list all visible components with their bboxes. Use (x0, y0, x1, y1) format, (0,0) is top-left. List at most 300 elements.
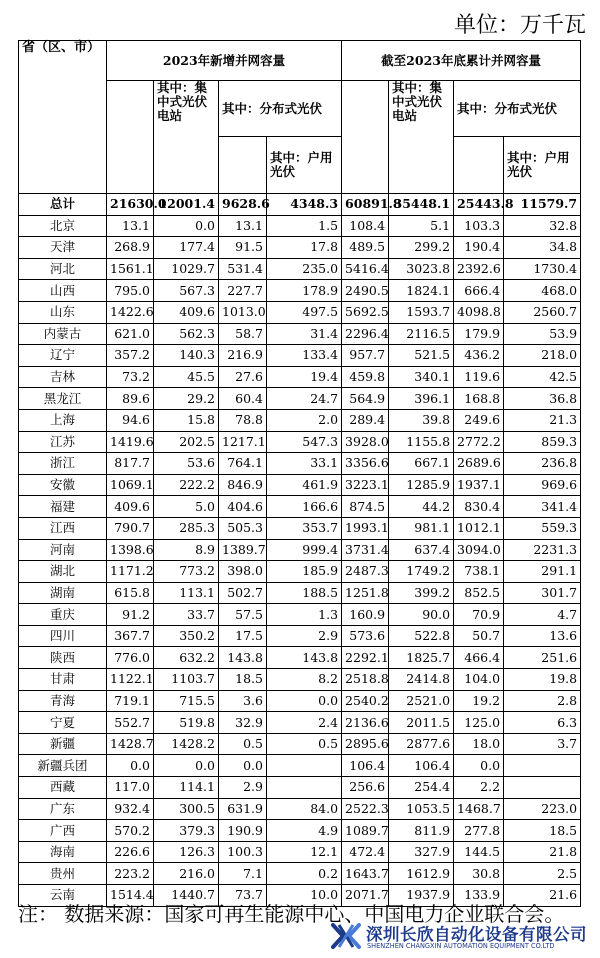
row-name: 浙江 (19, 453, 107, 475)
cell-cum-household: 21.6 (504, 885, 581, 907)
cell-cum-household: 341.4 (504, 496, 581, 518)
cell-cum-total: 489.5 (342, 237, 389, 259)
company-name-en: SHENZHEN CHANGXIN AUTOMATION EQUIPMENT CO.LTD (367, 942, 555, 950)
header-blank (219, 137, 267, 194)
cell-new-distributed: 57.5 (219, 604, 267, 626)
row-name: 四川 (19, 625, 107, 647)
cell-new-centralized: 140.3 (154, 345, 219, 367)
row-name: 北京 (19, 215, 107, 237)
cell-new-distributed: 58.7 (219, 323, 267, 345)
cell-new-distributed: 143.8 (219, 647, 267, 669)
cell-cum-total: 289.4 (342, 409, 389, 431)
cell-cum-distributed: 103.3 (454, 215, 504, 237)
cell-new-household: 185.9 (267, 561, 342, 583)
table-row (19, 453, 581, 475)
cell-cum-distributed: 125.0 (454, 712, 504, 734)
cell-cum-distributed: 19.2 (454, 690, 504, 712)
cell-new-distributed: 505.3 (219, 517, 267, 539)
cell-new-centralized: 1029.7 (154, 258, 219, 280)
cell-new-total: 1514.4 (107, 885, 154, 907)
cell-new-total: 570.2 (107, 820, 154, 842)
cell-cum-household: 13.6 (504, 625, 581, 647)
cell-cum-total: 2895.6 (342, 733, 389, 755)
cell-new-distributed: 404.6 (219, 496, 267, 518)
cell-cum-centralized: 1285.9 (389, 474, 454, 496)
table-row (19, 431, 581, 453)
cell-new-centralized: 45.5 (154, 366, 219, 388)
cell-new-household: 33.1 (267, 453, 342, 475)
cell-new-centralized: 222.2 (154, 474, 219, 496)
cell-new-household: 17.8 (267, 237, 342, 259)
cell-cum-total: 1993.1 (342, 517, 389, 539)
cell-cum-total: 108.4 (342, 215, 389, 237)
row-name: 江苏 (19, 431, 107, 453)
cell-new-distributed: 631.9 (219, 798, 267, 820)
cell-new-centralized: 15.8 (154, 409, 219, 431)
cell-cum-distributed: 2772.2 (454, 431, 504, 453)
table-row (19, 820, 581, 842)
capacity-table (18, 40, 581, 907)
cell-new-total: 1069.1 (107, 474, 154, 496)
row-name: 福建 (19, 496, 107, 518)
cell-new-distributed: 0.0 (219, 755, 267, 777)
cell-cum-total: 3223.1 (342, 474, 389, 496)
cell-cum-distributed: 249.6 (454, 409, 504, 431)
cell-cum-centralized: 522.8 (389, 625, 454, 647)
cell-cum-centralized: 981.1 (389, 517, 454, 539)
row-name: 辽宁 (19, 345, 107, 367)
cell-cum-distributed: 30.8 (454, 863, 504, 885)
cell-new-total: 817.7 (107, 453, 154, 475)
cell-new-household: 10.0 (267, 885, 342, 907)
cell-new-centralized: 202.5 (154, 431, 219, 453)
row-name: 总计 (19, 194, 107, 216)
table-row (19, 841, 581, 863)
cell-new-total: 1122.1 (107, 669, 154, 691)
cell-cum-household: 559.3 (504, 517, 581, 539)
cell-cum-distributed: 144.5 (454, 841, 504, 863)
cell-cum-household: 2.5 (504, 863, 581, 885)
cell-new-household: 1.5 (267, 215, 342, 237)
table-row (19, 582, 581, 604)
cell-new-total: 91.2 (107, 604, 154, 626)
cell-cum-household: 969.6 (504, 474, 581, 496)
cell-cum-total: 472.4 (342, 841, 389, 863)
table-row (19, 690, 581, 712)
cell-cum-distributed: 2392.6 (454, 258, 504, 280)
cell-new-total: 94.6 (107, 409, 154, 431)
cell-new-total: 117.0 (107, 777, 154, 799)
cell-cum-total: 3356.6 (342, 453, 389, 475)
cell-new-total: 719.1 (107, 690, 154, 712)
cell-new-distributed: 7.1 (219, 863, 267, 885)
cell-new-household: 1.3 (267, 604, 342, 626)
table-row (19, 539, 581, 561)
cell-new-total: 1561.1 (107, 258, 154, 280)
cell-new-household: 2.9 (267, 625, 342, 647)
table-row (19, 409, 581, 431)
cell-cum-distributed: 119.6 (454, 366, 504, 388)
cell-cum-household: 18.5 (504, 820, 581, 842)
table-row (19, 366, 581, 388)
cell-new-centralized: 519.8 (154, 712, 219, 734)
table-row (19, 669, 581, 691)
cell-new-household: 547.3 (267, 431, 342, 453)
row-name: 江西 (19, 517, 107, 539)
cell-new-total: 1398.6 (107, 539, 154, 561)
cell-cum-distributed: 1468.7 (454, 798, 504, 820)
cell-new-household: 2.0 (267, 409, 342, 431)
row-name: 甘肃 (19, 669, 107, 691)
table-row (19, 712, 581, 734)
cell-new-distributed: 9628.6 (219, 194, 267, 216)
cell-cum-centralized: 637.4 (389, 539, 454, 561)
cell-cum-total: 2522.3 (342, 798, 389, 820)
cell-cum-distributed: 830.4 (454, 496, 504, 518)
row-name: 湖南 (19, 582, 107, 604)
cell-new-distributed: 13.1 (219, 215, 267, 237)
cell-cum-distributed: 70.9 (454, 604, 504, 626)
table-row (19, 474, 581, 496)
cell-cum-distributed: 2689.6 (454, 453, 504, 475)
row-name: 山东 (19, 301, 107, 323)
cell-cum-total: 564.9 (342, 388, 389, 410)
row-name: 安徽 (19, 474, 107, 496)
cell-cum-distributed: 4098.8 (454, 301, 504, 323)
cell-new-centralized: 715.5 (154, 690, 219, 712)
row-name: 新疆 (19, 733, 107, 755)
cell-new-total: 1428.7 (107, 733, 154, 755)
cell-cum-centralized: 1825.7 (389, 647, 454, 669)
cell-cum-total: 1643.7 (342, 863, 389, 885)
header-household-cum: 其中：户用光伏 (504, 137, 581, 194)
cell-cum-household: 1730.4 (504, 258, 581, 280)
table-row (19, 237, 581, 259)
row-name: 山西 (19, 280, 107, 302)
table-row (19, 215, 581, 237)
company-logo (330, 918, 598, 956)
cell-cum-total: 3928.0 (342, 431, 389, 453)
row-name: 新疆兵团 (19, 755, 107, 777)
row-name: 广东 (19, 798, 107, 820)
table-row (19, 258, 581, 280)
cell-new-household: 188.5 (267, 582, 342, 604)
cell-cum-centralized: 1749.2 (389, 561, 454, 583)
cell-new-total: 21630.0 (107, 194, 154, 216)
cell-cum-household: 251.6 (504, 647, 581, 669)
cell-new-centralized: 114.1 (154, 777, 219, 799)
cell-cum-centralized: 2414.8 (389, 669, 454, 691)
cell-cum-centralized: 340.1 (389, 366, 454, 388)
cell-new-household: 0.5 (267, 733, 342, 755)
cell-new-centralized: 379.3 (154, 820, 219, 842)
cell-new-centralized: 12001.4 (154, 194, 219, 216)
cell-new-distributed: 1217.1 (219, 431, 267, 453)
table-row (19, 561, 581, 583)
table-row (19, 798, 581, 820)
cell-new-distributed: 190.9 (219, 820, 267, 842)
cell-cum-household: 21.8 (504, 841, 581, 863)
cell-cum-centralized: 1155.8 (389, 431, 454, 453)
cell-cum-total: 459.8 (342, 366, 389, 388)
row-name: 青海 (19, 690, 107, 712)
cell-new-centralized: 567.3 (154, 280, 219, 302)
cell-cum-total: 1089.7 (342, 820, 389, 842)
cell-cum-distributed: 18.0 (454, 733, 504, 755)
row-name: 重庆 (19, 604, 107, 626)
cell-cum-household: 2231.3 (504, 539, 581, 561)
cell-cum-distributed: 1012.1 (454, 517, 504, 539)
cell-new-distributed: 502.7 (219, 582, 267, 604)
row-name: 天津 (19, 237, 107, 259)
cell-new-total: 552.7 (107, 712, 154, 734)
cell-new-centralized: 632.2 (154, 647, 219, 669)
cell-cum-total: 957.7 (342, 345, 389, 367)
cell-new-household: 178.9 (267, 280, 342, 302)
cell-cum-distributed: 190.4 (454, 237, 504, 259)
cell-new-centralized: 177.4 (154, 237, 219, 259)
cell-new-total: 1422.6 (107, 301, 154, 323)
table-row (19, 777, 581, 799)
company-name-cn: 深圳长欣自动化设备有限公司 (366, 925, 587, 944)
cell-new-centralized: 29.2 (154, 388, 219, 410)
cell-cum-total: 60891.8 (342, 194, 389, 216)
cell-cum-centralized: 1593.7 (389, 301, 454, 323)
cell-new-household: 4.9 (267, 820, 342, 842)
cell-new-household: 12.1 (267, 841, 342, 863)
cell-new-household: 166.6 (267, 496, 342, 518)
cell-new-distributed: 3.6 (219, 690, 267, 712)
cell-cum-household: 32.8 (504, 215, 581, 237)
cell-cum-household: 6.3 (504, 712, 581, 734)
cell-cum-distributed: 104.0 (454, 669, 504, 691)
header-group-2023: 2023年新增并网容量 (107, 41, 342, 81)
cell-cum-centralized: 667.1 (389, 453, 454, 475)
row-name: 湖北 (19, 561, 107, 583)
cell-cum-centralized: 1053.5 (389, 798, 454, 820)
cell-new-total: 1171.2 (107, 561, 154, 583)
cell-cum-household: 218.0 (504, 345, 581, 367)
cell-cum-household: 291.1 (504, 561, 581, 583)
cell-new-distributed: 60.4 (219, 388, 267, 410)
cell-new-household: 497.5 (267, 301, 342, 323)
cell-cum-centralized: 39.8 (389, 409, 454, 431)
cell-new-total: 1419.6 (107, 431, 154, 453)
row-name: 西藏 (19, 777, 107, 799)
row-name: 贵州 (19, 863, 107, 885)
table-row (19, 863, 581, 885)
cell-new-centralized: 1103.7 (154, 669, 219, 691)
table-row (19, 517, 581, 539)
cell-cum-household: 859.3 (504, 431, 581, 453)
table-row (19, 345, 581, 367)
cell-new-distributed: 0.5 (219, 733, 267, 755)
cell-cum-distributed: 133.9 (454, 885, 504, 907)
cell-cum-total: 2487.3 (342, 561, 389, 583)
cell-cum-total: 2296.4 (342, 323, 389, 345)
cell-cum-household: 236.8 (504, 453, 581, 475)
cell-new-centralized: 0.0 (154, 215, 219, 237)
cell-cum-total: 5692.5 (342, 301, 389, 323)
cell-cum-distributed: 0.0 (454, 755, 504, 777)
row-name: 上海 (19, 409, 107, 431)
cell-cum-distributed: 436.2 (454, 345, 504, 367)
cell-new-total: 73.2 (107, 366, 154, 388)
cell-new-household: 0.0 (267, 690, 342, 712)
company-logo-icon (330, 920, 362, 952)
row-name: 内蒙古 (19, 323, 107, 345)
row-name: 宁夏 (19, 712, 107, 734)
cell-new-centralized: 8.9 (154, 539, 219, 561)
cell-cum-total: 2540.2 (342, 690, 389, 712)
cell-new-distributed: 2.9 (219, 777, 267, 799)
cell-cum-distributed: 3094.0 (454, 539, 504, 561)
cell-new-household: 19.4 (267, 366, 342, 388)
cell-cum-household: 3.7 (504, 733, 581, 755)
cell-new-household: 143.8 (267, 647, 342, 669)
cell-cum-centralized: 327.9 (389, 841, 454, 863)
cell-new-household: 353.7 (267, 517, 342, 539)
cell-cum-centralized: 2116.5 (389, 323, 454, 345)
header-household-2023: 其中：户用光伏 (267, 137, 342, 194)
cell-cum-centralized: 106.4 (389, 755, 454, 777)
cell-cum-total: 2136.6 (342, 712, 389, 734)
cell-cum-household: 4.7 (504, 604, 581, 626)
cell-cum-household: 36.8 (504, 388, 581, 410)
unit-label: 单位：万千瓦 (453, 13, 586, 38)
header-distributed-cum: 其中：分布式光伏 (454, 81, 581, 137)
cell-new-centralized: 300.5 (154, 798, 219, 820)
cell-cum-total: 2518.8 (342, 669, 389, 691)
cell-new-distributed: 1389.7 (219, 539, 267, 561)
cell-new-total: 13.1 (107, 215, 154, 237)
row-name: 云南 (19, 885, 107, 907)
cell-cum-total: 1251.8 (342, 582, 389, 604)
cell-new-total: 776.0 (107, 647, 154, 669)
cell-cum-centralized: 254.4 (389, 777, 454, 799)
cell-cum-centralized: 35448.1 (389, 194, 454, 216)
cell-cum-centralized: 2011.5 (389, 712, 454, 734)
cell-cum-household: 2560.7 (504, 301, 581, 323)
cell-cum-household: 301.7 (504, 582, 581, 604)
table-row (19, 323, 581, 345)
cell-cum-distributed: 666.4 (454, 280, 504, 302)
cell-cum-household (504, 755, 581, 777)
header-blank (454, 137, 504, 194)
table-row (19, 280, 581, 302)
cell-cum-centralized: 1824.1 (389, 280, 454, 302)
cell-cum-household: 34.8 (504, 237, 581, 259)
cell-cum-household: 468.0 (504, 280, 581, 302)
cell-new-household: 8.2 (267, 669, 342, 691)
cell-new-household: 31.4 (267, 323, 342, 345)
cell-new-distributed: 216.9 (219, 345, 267, 367)
cell-cum-total: 106.4 (342, 755, 389, 777)
cell-cum-total: 573.6 (342, 625, 389, 647)
cell-new-total: 0.0 (107, 755, 154, 777)
cell-new-distributed: 227.7 (219, 280, 267, 302)
cell-new-total: 226.6 (107, 841, 154, 863)
cell-cum-centralized: 2521.0 (389, 690, 454, 712)
cell-new-distributed: 398.0 (219, 561, 267, 583)
cell-cum-centralized: 521.5 (389, 345, 454, 367)
cell-new-total: 89.6 (107, 388, 154, 410)
cell-cum-centralized: 399.2 (389, 582, 454, 604)
cell-new-distributed: 32.9 (219, 712, 267, 734)
cell-new-total: 615.8 (107, 582, 154, 604)
cell-new-distributed: 1013.0 (219, 301, 267, 323)
cell-new-distributed: 27.6 (219, 366, 267, 388)
cell-cum-distributed: 738.1 (454, 561, 504, 583)
cell-new-household: 235.0 (267, 258, 342, 280)
table-row (19, 301, 581, 323)
cell-cum-total: 5416.4 (342, 258, 389, 280)
cell-new-household: 999.4 (267, 539, 342, 561)
cell-new-distributed: 100.3 (219, 841, 267, 863)
cell-new-distributed: 78.8 (219, 409, 267, 431)
row-name: 陕西 (19, 647, 107, 669)
table-row (19, 733, 581, 755)
cell-new-household: 0.2 (267, 863, 342, 885)
cell-cum-centralized: 90.0 (389, 604, 454, 626)
cell-cum-total: 3731.4 (342, 539, 389, 561)
cell-cum-total: 160.9 (342, 604, 389, 626)
cell-new-household: 461.9 (267, 474, 342, 496)
cell-cum-household: 19.8 (504, 669, 581, 691)
cell-cum-centralized: 5.1 (389, 215, 454, 237)
cell-new-household: 2.4 (267, 712, 342, 734)
cell-new-centralized: 1440.7 (154, 885, 219, 907)
cell-new-centralized: 1428.2 (154, 733, 219, 755)
cell-cum-distributed: 1937.1 (454, 474, 504, 496)
header-province: 省（区、市） (19, 41, 107, 194)
cell-new-household: 84.0 (267, 798, 342, 820)
cell-cum-total: 256.6 (342, 777, 389, 799)
cell-new-total: 621.0 (107, 323, 154, 345)
table-row-total (19, 194, 581, 216)
cell-cum-household: 42.5 (504, 366, 581, 388)
cell-cum-distributed: 168.8 (454, 388, 504, 410)
row-name: 黑龙江 (19, 388, 107, 410)
cell-new-distributed: 18.5 (219, 669, 267, 691)
cell-new-total: 790.7 (107, 517, 154, 539)
cell-new-centralized: 216.0 (154, 863, 219, 885)
table-row (19, 496, 581, 518)
cell-new-total: 223.2 (107, 863, 154, 885)
cell-cum-distributed: 852.5 (454, 582, 504, 604)
cell-cum-household: 21.3 (504, 409, 581, 431)
cell-cum-centralized: 2877.6 (389, 733, 454, 755)
cell-cum-distributed: 2.2 (454, 777, 504, 799)
cell-cum-centralized: 1937.9 (389, 885, 454, 907)
cell-cum-distributed: 25443.8 (454, 194, 504, 216)
cell-new-household: 24.7 (267, 388, 342, 410)
cell-cum-distributed: 50.7 (454, 625, 504, 647)
table-row (19, 388, 581, 410)
cell-new-centralized: 0.0 (154, 755, 219, 777)
cell-new-total: 367.7 (107, 625, 154, 647)
row-name: 广西 (19, 820, 107, 842)
cell-new-distributed: 846.9 (219, 474, 267, 496)
cell-new-total: 268.9 (107, 237, 154, 259)
cell-new-centralized: 350.2 (154, 625, 219, 647)
cell-new-total: 357.2 (107, 345, 154, 367)
cell-new-centralized: 285.3 (154, 517, 219, 539)
cell-new-distributed: 531.4 (219, 258, 267, 280)
cell-cum-centralized: 811.9 (389, 820, 454, 842)
cell-new-household: 4348.3 (267, 194, 342, 216)
table-row (19, 625, 581, 647)
